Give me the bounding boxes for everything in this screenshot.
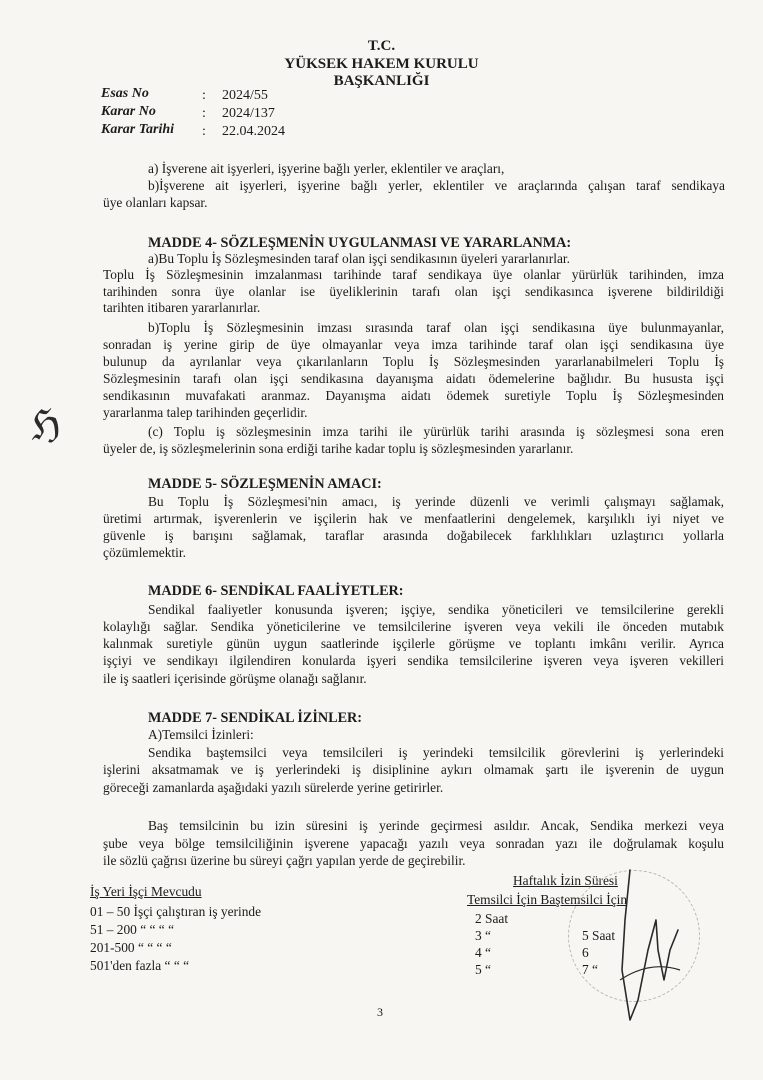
table-right-subheader: Temsilci İçin Baştemsilci İçin: [467, 892, 628, 907]
handwritten-signature: [560, 860, 720, 1040]
madde3-a: a) İşverene ait işyerleri, işyerine bağlı yerler, eklentiler ve araçları,: [148, 161, 505, 176]
madde7-line: ile sözlü çağrısı üzerine bu süreyi çağrı yapılan yerde de geçirebilir.: [103, 853, 466, 868]
madde4-line: tarihinden sonra üye olanlar ise üyeliklerinin tarafı olan işçi sendikasınca işverene bildirildiği: [103, 284, 724, 299]
madde6-line: kolaylığı sağlar. Sendika yöneticilerine ve temsilcilerine işveren veya vekili ile önceden mutabık: [103, 619, 724, 634]
karar-value: 2024/137: [222, 106, 275, 121]
madde5-line: çözümlemektir.: [103, 545, 186, 560]
tarih-value: 22.04.2024: [222, 124, 285, 139]
madde7-subtitle: A)Temsilci İzinleri:: [148, 727, 254, 742]
madde6-line: Sendikal faaliyetler konusunda işveren; işçiye, sendika yöneticileri ve temsilcilerine gerekli: [148, 602, 724, 617]
table-row-range: 01 – 50 İşçi çalıştıran iş yerinde: [90, 904, 262, 919]
madde7-line: işlerini aksatmamak ve iş yerlerindeki iş disiplinine aykırı olmamak şartı ile işverenin de uygun: [103, 762, 724, 777]
madde4-line: Sözleşmesinin tarafı olan işçi sendikasına dayanışma aidatı ödemelerine bağlıdır. Bu hususta işçi: [103, 371, 724, 386]
header-institution: YÜKSEK HAKEM KURULU: [284, 56, 479, 72]
karar-label: Karar No: [101, 104, 156, 119]
page-number: 3: [377, 1005, 383, 1019]
table-row-temsilci: 3 “: [475, 928, 491, 943]
madde4-line: sonradan iş yerine girip de üye olmayanlar veya imza tarihinde taraf olan işçi sendikasına üye: [103, 337, 724, 352]
madde4-line: (c) Toplu iş sözleşmesinin imza tarihi ile yürürlük tarihi arasında iş sözleşmesi sona eren: [148, 424, 724, 439]
table-row-range: 51 – 200 “ “ “ “: [90, 922, 175, 937]
madde3-b-line1: b)İşverene ait işyerleri, işyerine bağlı yerler, eklentiler ve araçlarında çalışan taraf sendikaya: [148, 178, 725, 193]
madde5-line: Bu Toplu İş Sözleşmesi'nin amacı, iş yerinde düzenli ve verimli çalışmayı sağlamak,: [148, 494, 724, 509]
madde4-line: yararlanma talep tarihinden geçerlidir.: [103, 405, 308, 420]
madde4-line: tarihten itibaren yararlanırlar.: [103, 300, 261, 315]
madde6-line: kalınmak suretiyle günün uygun saatlerinde işçilerle görüşme ve toplantı imkânı verilir. Ayrıca: [103, 636, 724, 651]
madde6-line: işçiyi ve sendikayı ilgilendiren konularda işyeri sendika temsilcilerine işveren veya işveren vekilleri: [103, 653, 724, 668]
madde7-title: MADDE 7- SENDİKAL İZİNLER:: [148, 710, 363, 726]
esas-label: Esas No: [101, 86, 149, 101]
karar-sep: :: [202, 106, 206, 121]
madde4-line: Toplu İş Sözleşmesinin imzalanması tarihinde taraf sendikaya üye olanlar yürürlük tarihinden, imza: [103, 267, 724, 282]
madde4-line: b)Toplu İş Sözleşmesinin imzası sırasında taraf olan işçi sendikasına üye bulunmayanlar,: [148, 320, 724, 335]
header-tc: T.C.: [367, 38, 396, 54]
table-right-header: Haftalık İzin Süresi: [513, 873, 618, 888]
table-row-range: 201-500 “ “ “ “: [90, 940, 172, 955]
table-row-temsilci: 5 “: [475, 962, 491, 977]
madde3-b-line2: üye olanları kapsar.: [103, 195, 208, 210]
madde7-line: göreceği zamanlarda aşağıdaki yazılı sürelerde yerine getirirler.: [103, 780, 444, 795]
esas-value: 2024/55: [222, 88, 268, 103]
margin-initial: ℌ: [26, 400, 64, 450]
madde7-line: şube veya bölge temsilciliğinin işverene yapacağı yazılı veya sonradan yazı ile doğrulamak koşulu: [103, 836, 724, 851]
tarih-label: Karar Tarihi: [101, 122, 175, 137]
header-presidency: BAŞKANLIĞI: [333, 73, 430, 89]
madde5-line: güvenle iş barışını sağlamak, taraflar arasında doğabilecek farklılıkları uzlaştırıcı yollarla: [103, 528, 724, 543]
madde4-line: bulunup da ayrılanlar veya çıkarılanların Toplu İş Sözleşmesinden yararlanabilmeleri Toplu İş: [103, 354, 724, 369]
table-row-temsilci: 4 “: [475, 945, 491, 960]
madde5-title: MADDE 5- SÖZLEŞMENİN AMACI:: [148, 476, 382, 492]
madde7-line: Sendika baştemsilci veya temsilcileri iş yerindeki temsilcilik görevlerini iş yerlerindeki: [148, 745, 724, 760]
tarih-sep: :: [202, 124, 206, 139]
table-row-bastemsilci: 5 Saat: [582, 928, 616, 943]
madde4-line: a)Bu Toplu İş Sözleşmesinden taraf olan işçi sendikasının üyeleri yararlanırlar.: [148, 251, 570, 266]
table-row-range: 501'den fazla “ “ “: [90, 958, 190, 973]
esas-sep: :: [202, 88, 206, 103]
table-left-header: İş Yeri İşçi Mevcudu: [90, 884, 202, 899]
table-row-bastemsilci: 6: [582, 945, 589, 960]
madde6-line: ile iş saatleri içerisinde görüşme olanağı sağlanır.: [103, 671, 367, 686]
madde4-title: MADDE 4- SÖZLEŞMENİN UYGULANMASI VE YARARLANMA:: [148, 235, 572, 251]
table-row-temsilci: 2 Saat: [475, 911, 509, 926]
madde4-line: sendikasının muvafakati aranmaz. Dayanışma aidatı ödemek suretiyle Toplu İş Sözleşmesinden: [103, 388, 724, 403]
madde7-line: Baş temsilcinin bu izin süresini iş yerinde geçirmesi asıldır. Ancak, Sendika merkezi veya: [148, 818, 724, 833]
madde6-title: MADDE 6- SENDİKAL FAALİYETLER:: [148, 583, 404, 599]
madde4-line: üyeler de, iş sözleşmelerinin sona erdiği tarihe kadar toplu iş sözleşmesinden yararlanır.: [103, 441, 574, 456]
table-row-bastemsilci: 7 “: [582, 962, 598, 977]
madde5-line: üretimi artırmak, işverenlerin ve işçilerin hak ve menfaatlerini dengelemek, karşılıklı iyi niyet ve: [103, 511, 724, 526]
